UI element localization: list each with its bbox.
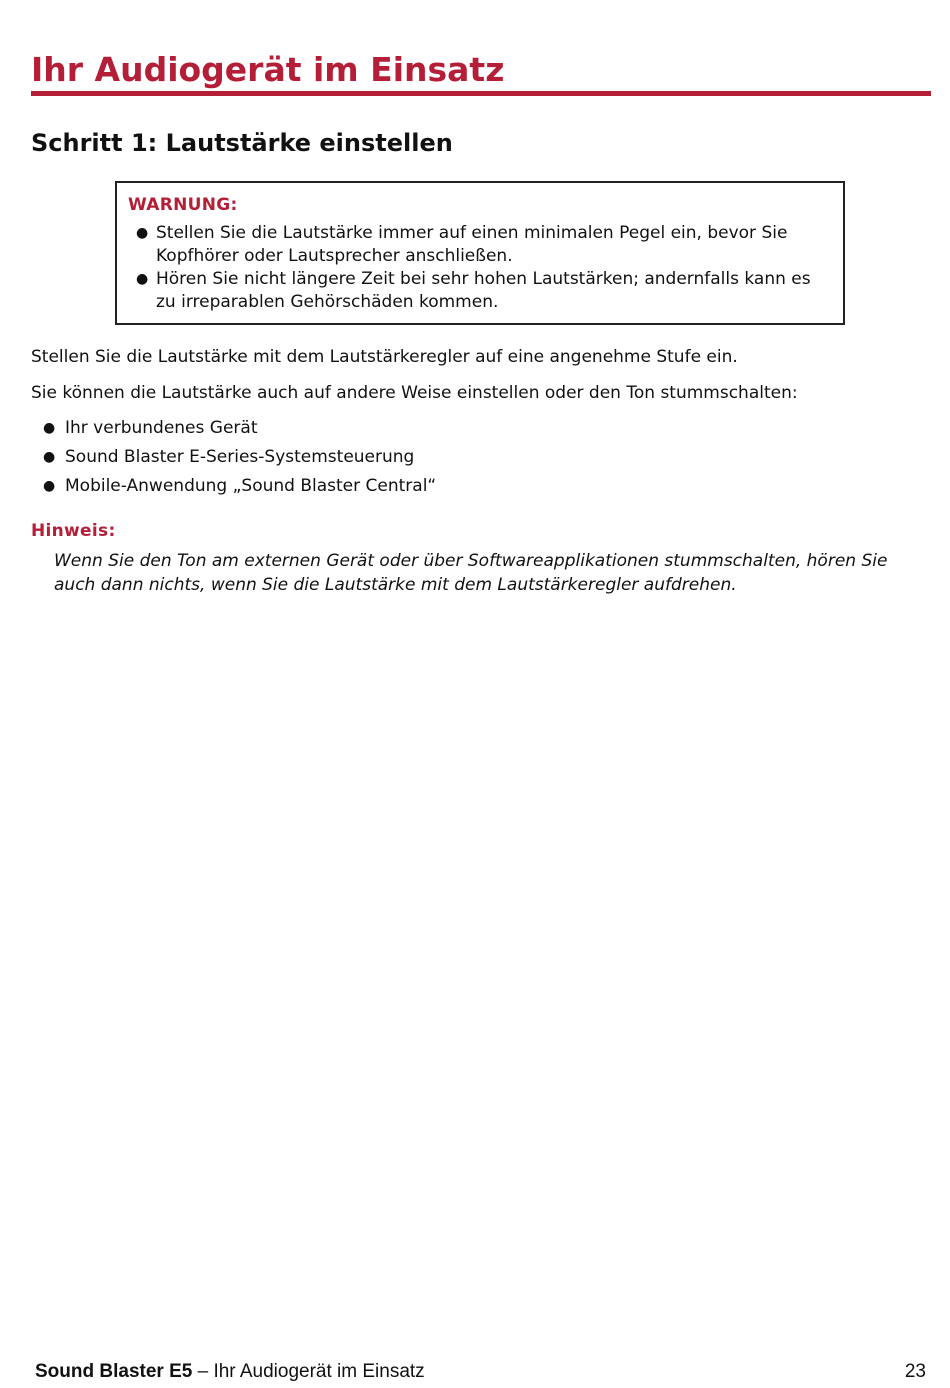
list-item bbox=[31, 446, 436, 475]
note-text: Wenn Sie den Ton am externen Gerät oder über Softwareapplikationen stummschalten, hören Sie auch dann nichts, wenn Sie die Lautstärke mit dem Lautstärkeregler aufdrehen. bbox=[54, 551, 888, 595]
list-item-text: Ihr verbundenes Gerät bbox=[65, 418, 258, 438]
footer-separator: – bbox=[192, 1361, 214, 1382]
list-item-text: Sound Blaster E-Series-Systemsteuerung bbox=[65, 447, 415, 467]
warning-item-text: Stellen Sie die Lautstärke immer auf einen minimalen Pegel ein, bevor Sie Kopfhörer oder Lautsprecher anschließen. bbox=[156, 223, 788, 266]
bullet-icon: ● bbox=[43, 420, 56, 436]
page-number: 23 bbox=[904, 1361, 926, 1382]
warning-heading: WARNUNG: bbox=[128, 195, 238, 215]
warning-box bbox=[115, 181, 845, 325]
warning-list bbox=[128, 222, 828, 314]
section-heading: Schritt 1: Lautstärke einstellen bbox=[31, 129, 453, 157]
warning-item-text: Hören Sie nicht längere Zeit bei sehr hohen Lautstärken; andernfalls kann es zu irreparablen Gehörschäden kommen. bbox=[156, 269, 811, 312]
list-item bbox=[31, 475, 436, 504]
options-list bbox=[31, 417, 436, 504]
title-rule bbox=[31, 91, 931, 96]
note-heading: Hinweis: bbox=[31, 521, 116, 541]
warning-item bbox=[128, 268, 828, 314]
footer-chapter: Ihr Audiogerät im Einsatz bbox=[213, 1361, 425, 1382]
bullet-icon: ● bbox=[136, 225, 149, 241]
page-title: Ihr Audiogerät im Einsatz bbox=[31, 50, 505, 89]
bullet-icon: ● bbox=[43, 449, 56, 465]
list-item-text: Mobile-Anwendung „Sound Blaster Central“ bbox=[65, 476, 437, 496]
footer-product: Sound Blaster E5 bbox=[35, 1361, 193, 1382]
intro-paragraph: Stellen Sie die Lautstärke mit dem Lautstärkeregler auf eine angenehme Stufe ein. bbox=[31, 347, 738, 367]
options-paragraph: Sie können die Lautstärke auch auf andere Weise einstellen oder den Ton stummschalten: bbox=[31, 383, 798, 403]
warning-item bbox=[128, 222, 828, 268]
bullet-icon: ● bbox=[43, 478, 56, 494]
bullet-icon: ● bbox=[136, 271, 149, 287]
footer-title bbox=[35, 1360, 425, 1384]
list-item bbox=[31, 417, 436, 446]
